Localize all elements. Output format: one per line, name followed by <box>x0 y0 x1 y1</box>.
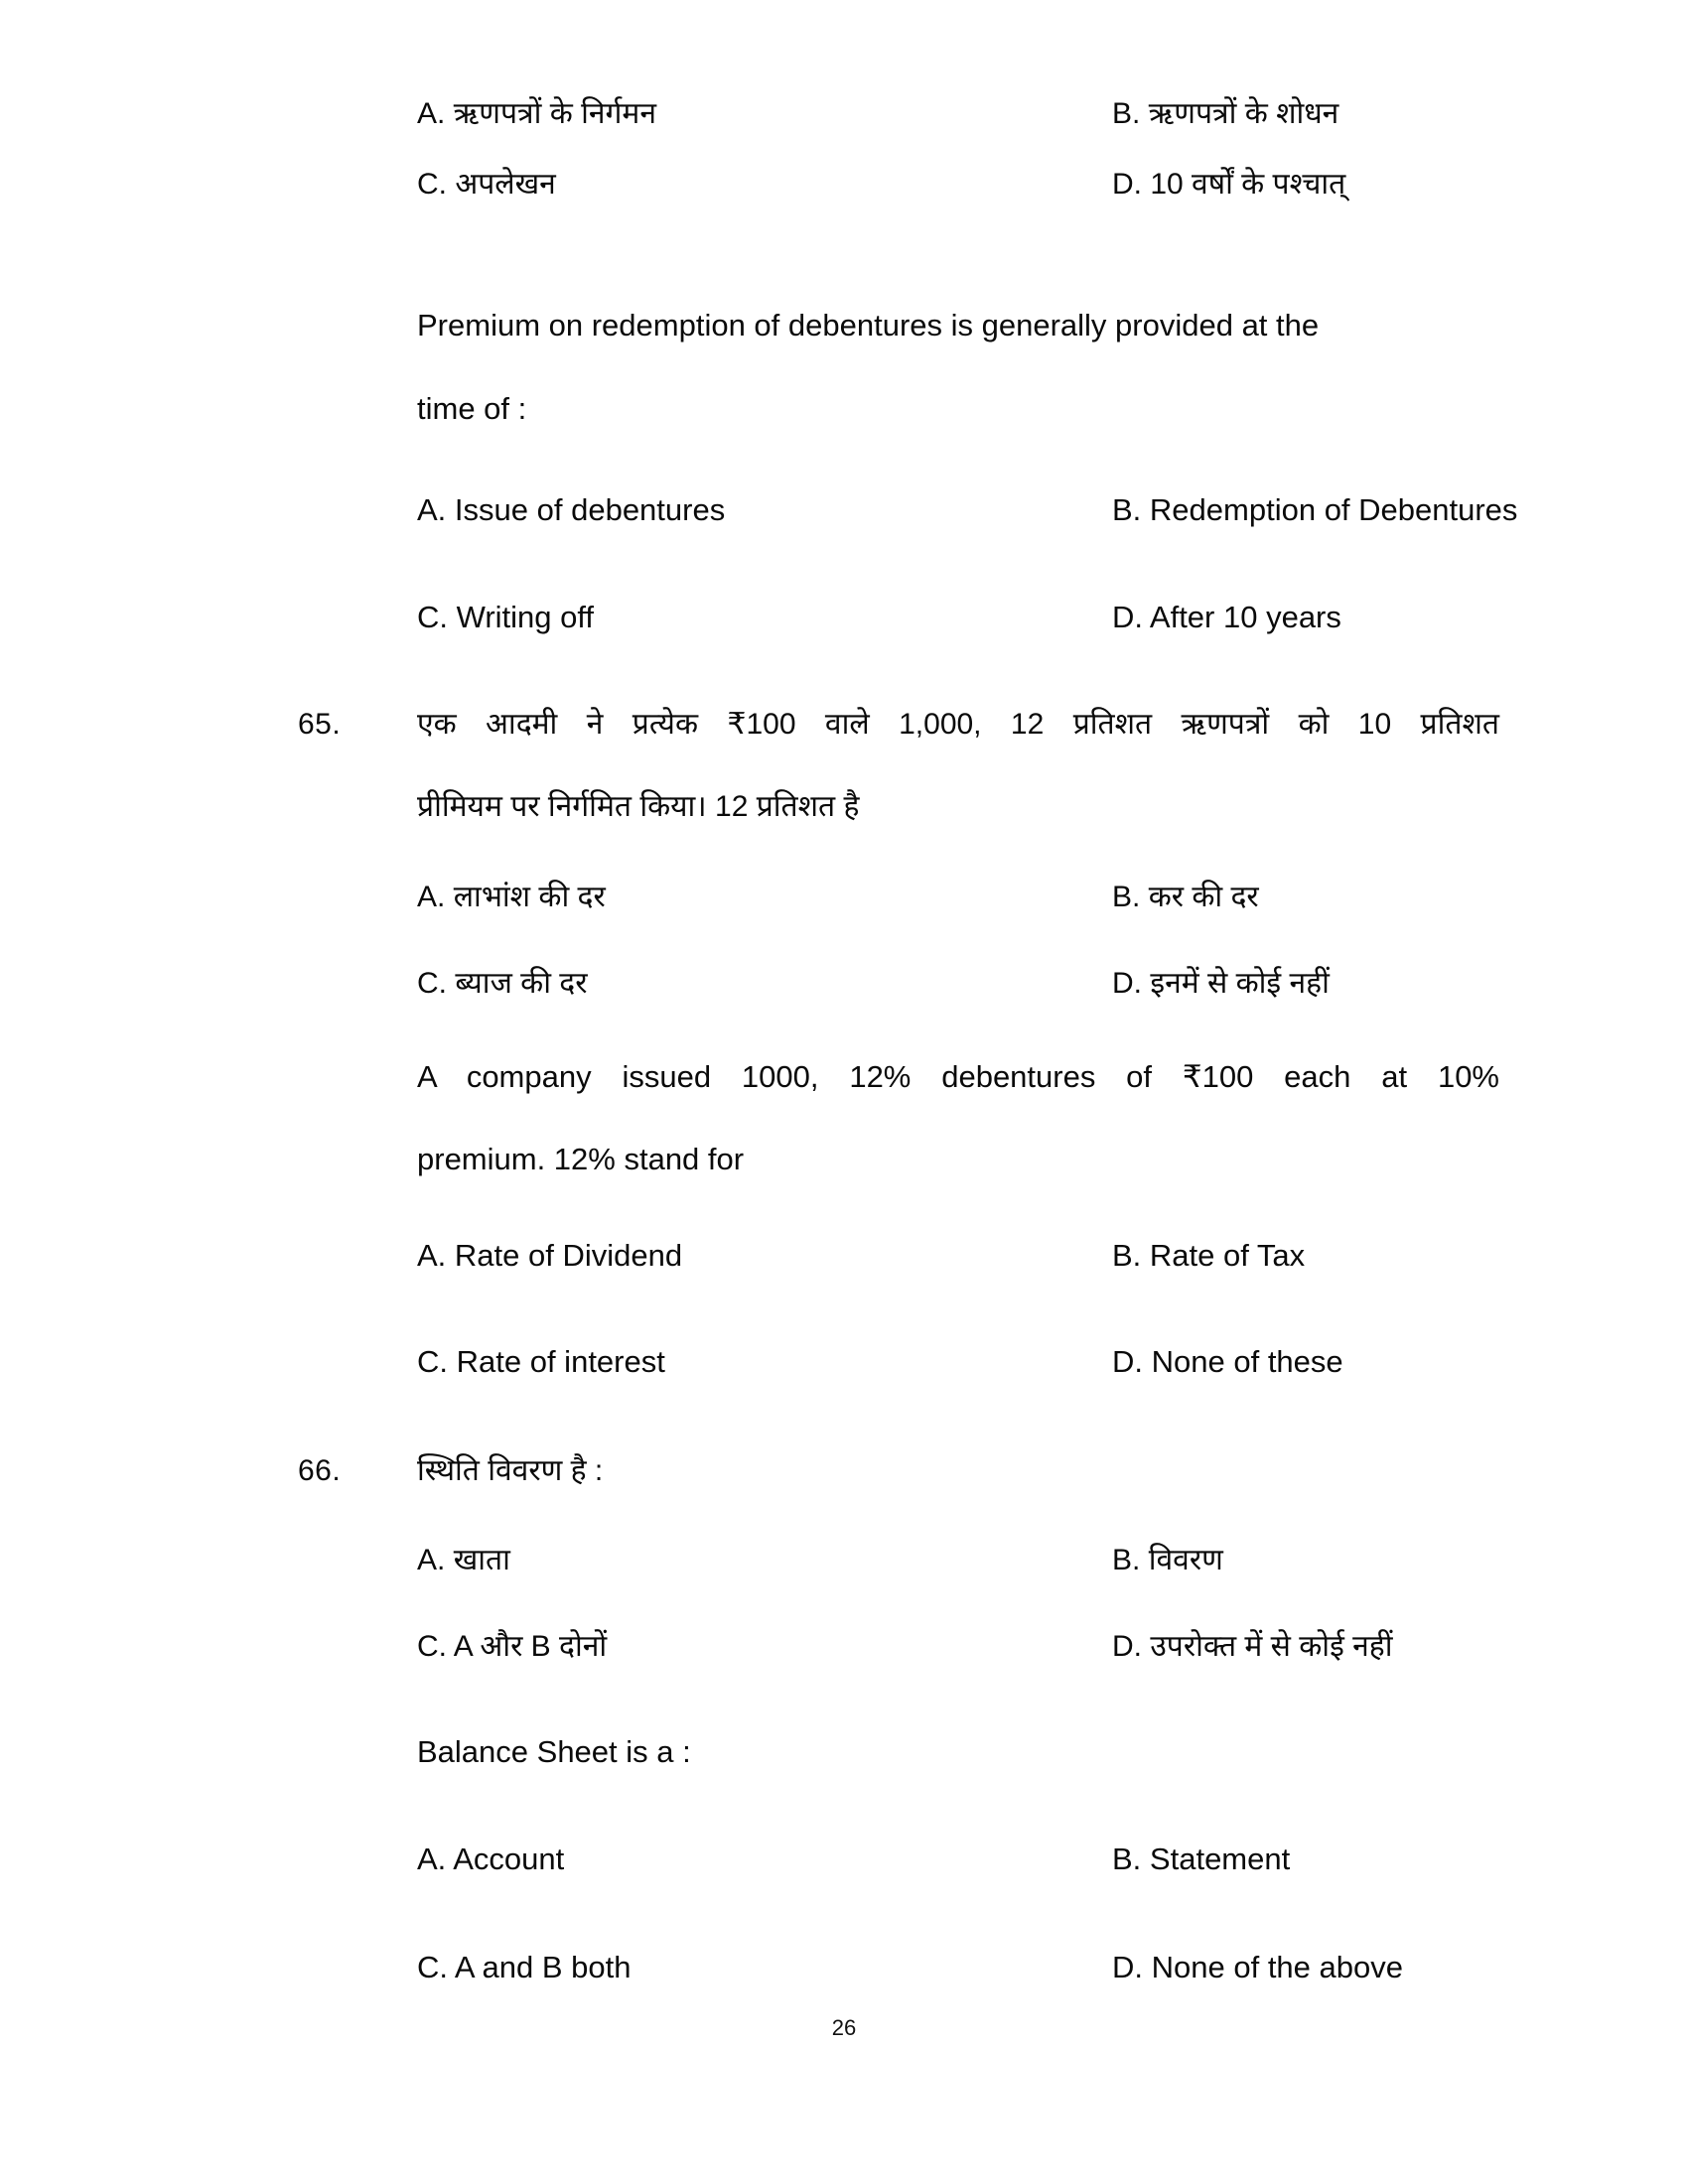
q65-english-option-row-ab <box>0 1236 1688 1276</box>
english-option-text-b: Redemption of Debentures <box>1149 492 1518 527</box>
option-row-cd <box>0 166 1688 204</box>
option-label-c: C. <box>417 168 447 201</box>
q65-english-option-label-a: A. <box>417 1238 447 1273</box>
option-a[interactable] <box>417 95 1112 133</box>
q66-option-label-b: B. <box>1112 1544 1141 1576</box>
q65-option-label-a: A. <box>417 881 446 913</box>
question-65-hindi-line-1: एक आदमी ने प्रत्येक ₹100 वाले 1,000, 12 प्रतिशत ऋणपत्रों को 10 प्रतिशत <box>417 708 1499 741</box>
q66-option-text-b: विवरण <box>1148 1544 1223 1576</box>
q65-option-text-d: इनमें से कोई नहीं <box>1150 967 1330 1000</box>
q66-english-option-label-c: C. <box>417 1950 448 1984</box>
english-option-row-cd <box>0 598 1688 637</box>
english-stem-line-2: time of : <box>417 391 527 426</box>
q66-english-option-text-d: None of the above <box>1151 1950 1403 1984</box>
q65-option-text-b: कर की दर <box>1148 881 1259 913</box>
question-66-english-line-1: Balance Sheet is a : <box>417 1734 691 1769</box>
q66-option-a[interactable] <box>417 1542 1112 1579</box>
english-option-label-b: B. <box>1112 492 1142 527</box>
q66-english-option-row-ab <box>0 1840 1688 1879</box>
q66-option-text-a: खाता <box>453 1544 510 1576</box>
q66-option-label-a: A. <box>417 1544 446 1576</box>
option-label-d: D. <box>1112 168 1142 201</box>
english-option-text-d: After 10 years <box>1149 600 1341 634</box>
english-option-label-d: D. <box>1112 600 1143 634</box>
q66-english-option-row-cd <box>0 1948 1688 1987</box>
q65-option-label-b: B. <box>1112 881 1141 913</box>
option-text-d: 10 वर्षों के पश्चात् <box>1150 168 1346 201</box>
q65-option-c[interactable] <box>417 965 1112 1003</box>
q66-english-option-text-b: Statement <box>1149 1842 1291 1876</box>
q65-english-option-c[interactable] <box>417 1342 1112 1382</box>
q65-english-option-a[interactable] <box>417 1236 1112 1276</box>
english-option-label-a: A. <box>417 492 447 527</box>
option-text-b: ऋणपत्रों के शोधन <box>1148 97 1339 130</box>
page-number: 26 <box>831 2015 857 2040</box>
english-option-c[interactable] <box>417 598 1112 637</box>
question-66-stem-first-line <box>0 1451 1688 1490</box>
q65-option-text-c: ब्याज की दर <box>455 967 588 1000</box>
q65-option-row-cd <box>0 965 1688 1003</box>
q66-english-option-text-c: A and B both <box>454 1950 632 1984</box>
q66-option-b[interactable] <box>1112 1542 1688 1579</box>
q65-english-option-text-b: Rate of Tax <box>1149 1238 1306 1273</box>
q65-english-option-text-a: Rate of Dividend <box>454 1238 683 1273</box>
q66-english-option-d[interactable] <box>1112 1948 1688 1987</box>
q65-option-a[interactable] <box>417 879 1112 916</box>
q65-option-label-d: D. <box>1112 967 1142 1000</box>
question-65-english-line-2: premium. 12% stand for <box>417 1142 745 1176</box>
option-text-a: ऋणपत्रों के निर्गमन <box>453 97 656 130</box>
q66-english-option-label-b: B. <box>1112 1842 1142 1876</box>
option-label-b: B. <box>1112 97 1141 130</box>
q65-option-d[interactable] <box>1112 965 1688 1003</box>
q65-english-option-text-c: Rate of interest <box>456 1344 665 1379</box>
q65-english-option-text-d: None of these <box>1151 1344 1343 1379</box>
q66-option-d[interactable] <box>1112 1628 1688 1666</box>
q65-english-option-row-cd <box>0 1342 1688 1382</box>
option-row-ab <box>0 95 1688 133</box>
q65-english-option-b[interactable] <box>1112 1236 1688 1276</box>
q65-english-option-label-c: C. <box>417 1344 448 1379</box>
english-option-b[interactable] <box>1112 490 1688 530</box>
q66-option-label-d: D. <box>1112 1630 1142 1663</box>
q66-option-label-c: C. <box>417 1630 447 1663</box>
q66-option-row-ab <box>0 1542 1688 1579</box>
q66-english-option-label-a: A. <box>417 1842 447 1876</box>
english-option-d[interactable] <box>1112 598 1688 637</box>
q66-option-c[interactable] <box>417 1628 1112 1666</box>
question-number-65: 65. <box>298 708 342 741</box>
q66-english-option-a[interactable] <box>417 1840 1112 1879</box>
q66-english-option-text-a: Account <box>453 1842 565 1876</box>
english-option-row-ab <box>0 490 1688 530</box>
question-65-english-line-1: A company issued 1000, 12% debentures of ₹100 each at 10% <box>417 1059 1499 1094</box>
q66-english-option-label-d: D. <box>1112 1950 1143 1984</box>
english-option-a[interactable] <box>417 490 1112 530</box>
q65-option-b[interactable] <box>1112 879 1688 916</box>
option-b[interactable] <box>1112 95 1688 133</box>
question-65-stem-first-line <box>0 705 1688 744</box>
option-d[interactable] <box>1112 166 1688 204</box>
english-option-text-a: Issue of debentures <box>454 492 726 527</box>
q66-english-option-b[interactable] <box>1112 1840 1688 1879</box>
q66-option-text-c: A और B दोनों <box>453 1630 608 1663</box>
option-c[interactable] <box>417 166 1112 204</box>
question-number-66: 66. <box>298 1454 342 1487</box>
q66-english-option-c[interactable] <box>417 1948 1112 1987</box>
option-label-a: A. <box>417 97 446 130</box>
english-option-label-c: C. <box>417 600 448 634</box>
q65-english-option-label-d: D. <box>1112 1344 1143 1379</box>
q65-option-text-a: लाभांश की दर <box>453 881 606 913</box>
q66-option-row-cd <box>0 1628 1688 1666</box>
q65-option-label-c: C. <box>417 967 447 1000</box>
english-stem-line-1: Premium on redemption of debentures is generally provided at the <box>417 308 1320 342</box>
q65-english-option-label-b: B. <box>1112 1238 1142 1273</box>
option-text-c: अपलेखन <box>455 168 556 201</box>
q65-english-option-d[interactable] <box>1112 1342 1688 1382</box>
english-option-text-c: Writing off <box>456 600 595 634</box>
question-66-hindi-line-1: स्थिति विवरण है : <box>417 1454 604 1487</box>
q65-option-row-ab <box>0 879 1688 916</box>
q66-option-text-d: उपरोक्त में से कोई नहीं <box>1150 1630 1393 1663</box>
question-65-hindi-line-2: प्रीमियम पर निर्गमित किया। 12 प्रतिशत है <box>417 790 860 823</box>
